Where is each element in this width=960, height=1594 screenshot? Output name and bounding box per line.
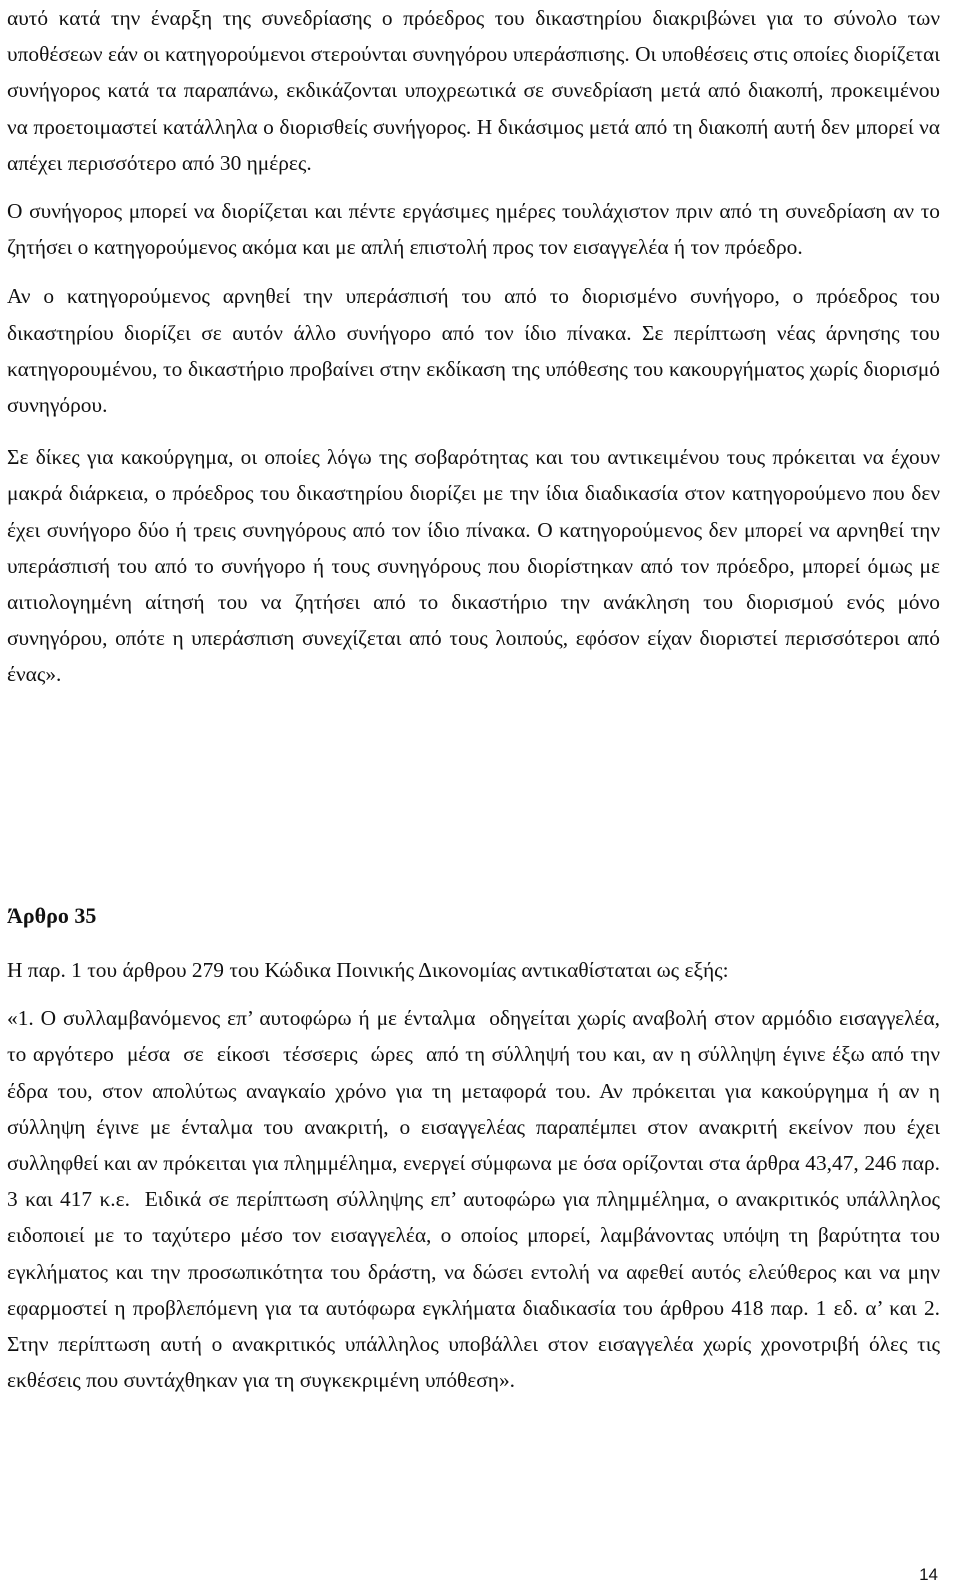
article-heading: Άρθρο 35 — [7, 903, 97, 928]
paragraph-lawyer-appointment: Ο συνήγορος μπορεί να διορίζεται και πέντε εργάσιμες ημέρες τουλάχιστον πριν από τη συνεδρίαση αν το ζητήσει ο κατηγορούμενος ακόμα και με απλή επιστολή προς τον εισαγγελέα ή τον πρόεδρο. — [7, 199, 946, 260]
quoted-paragraph: «1. Ο συλλαμβανόμενος επ’ αυτοφώρω ή με ένταλμα οδηγείται χωρίς αναβολή στον αρμόδιο εισαγγελέα, το αργότερο μέσα σε είκοσι τέσσερις ώρες από τη σύλληψή του και, αν η σύλληψη έγινε έξω από την έδρα του, στον απολύτως αναγκαίο χρόνο για τη μεταφορά του. Αν πρόκειται για κακούργημα ή αν η σύλληψη έγινε με ένταλμα του ανακριτή, ο εισαγγελέας παραπέμπει στον ανακριτή εκείνον που έχει συλληφθεί και αν πρόκειται για πλημμέλημα, ενεργεί σύμφωνα με όσα ορίζονται στα άρθρα 43,47, 246 παρ. 3 και 417 κ.ε. Ειδικά σε περίπτωση σύλληψης επ’ αυτοφώρω για πλημμέλημα, ο ανακριτικός υπάλληλος ειδοποιεί με το ταχύτερο μέσο τον εισαγγελέα, ο οποίος μπορεί, λαμβάνοντας υπόψη τη βαρύτητα του εγκλήματος και την προσωπικότητα του δράστη, να δώσει εντολή να αφεθεί αυτός ελεύθερος και να μην εφαρμοστεί η προβλεπόμενη για τα αυτόφωρα εγκλήματα διαδικασία του άρθρου 418 παρ. 1 εδ. α’ και 2. Στην περίπτωση αυτή ο ανακριτικός υπάλληλος υποβάλλει στον εισαγγελέα χωρίς χρονοτριβή όλες τις εκθέσεις που συντάχθηκαν για τη συγκεκριμένη υπόθεση». — [7, 1006, 946, 1393]
paragraph-refusal: Αν ο κατηγορούμενος αρνηθεί την υπεράσπισή του από το διορισμένο συνήγορο, ο πρόεδρος του δικαστηρίου διορίζει σε αυτόν άλλο συνήγορο από τον ίδιο πίνακα. Σε περίπτωση νέας άρνησης του κατηγορουμένου, το δικαστήριο προβαίνει στην εκδίκαση της υπόθεσης του κακουργήματος χωρίς διορισμό συνηγόρου. — [7, 284, 946, 418]
article-body — [7, 952, 946, 1398]
paragraph-continued: αυτό κατά την έναρξη της συνεδρίασης ο πρόεδρος του δικαστηρίου διακριβώνει για το σύνολο των υποθέσεων εάν οι κατηγορούμενοι στερούνται συνηγόρου υπεράσπισης. Οι υποθέσεις στις οποίες διορίζεται συνήγορος κατά τα παραπάνω, εκδικάζονται υποχρεωτικά σε συνεδρίαση μετά από διακοπή, προκειμένου να προετοιμαστεί κατάλληλα ο διορισθείς συνήγορος. Η δικάσιμος μετά από τη διακοπή αυτή δεν μπορεί να απέχει περισσότερο από 30 ημέρες. — [7, 6, 946, 175]
document-body — [7, 0, 946, 693]
article-intro-line: Η παρ. 1 του άρθρου 279 του Κώδικα Ποινικής Δικονομίας αντικαθίσταται ως εξής: — [7, 958, 729, 982]
paragraph-long-trials: Σε δίκες για κακούργημα, οι οποίες λόγω της σοβαρότητας και του αντικειμένου τους πρόκειται να έχουν μακρά διάρκεια, ο πρόεδρος του δικαστηρίου διορίζει με την ίδια διαδικασία στον κατηγορούμενο που δεν έχει συνήγορο δύο ή τρεις συνηγόρους από τον ίδιο πίνακα. Ο κατηγορούμενος δεν μπορεί να αρνηθεί την υπεράσπισή του από το συνήγορο ή τους συνηγόρους που διορίστηκαν από τον πρόεδρο, μπορεί όμως με αιτιολογημένη αίτησή του να ζητήσει από το δικαστήριο την ανάκληση του διορισμού ενός μόνο συνηγόρου, οπότε η υπεράσπιση συνεχίζεται από τους λοιπούς, εφόσον είχαν διοριστεί περισσότεροι από ένας». — [7, 445, 946, 687]
page-number: 14 — [919, 1565, 938, 1584]
